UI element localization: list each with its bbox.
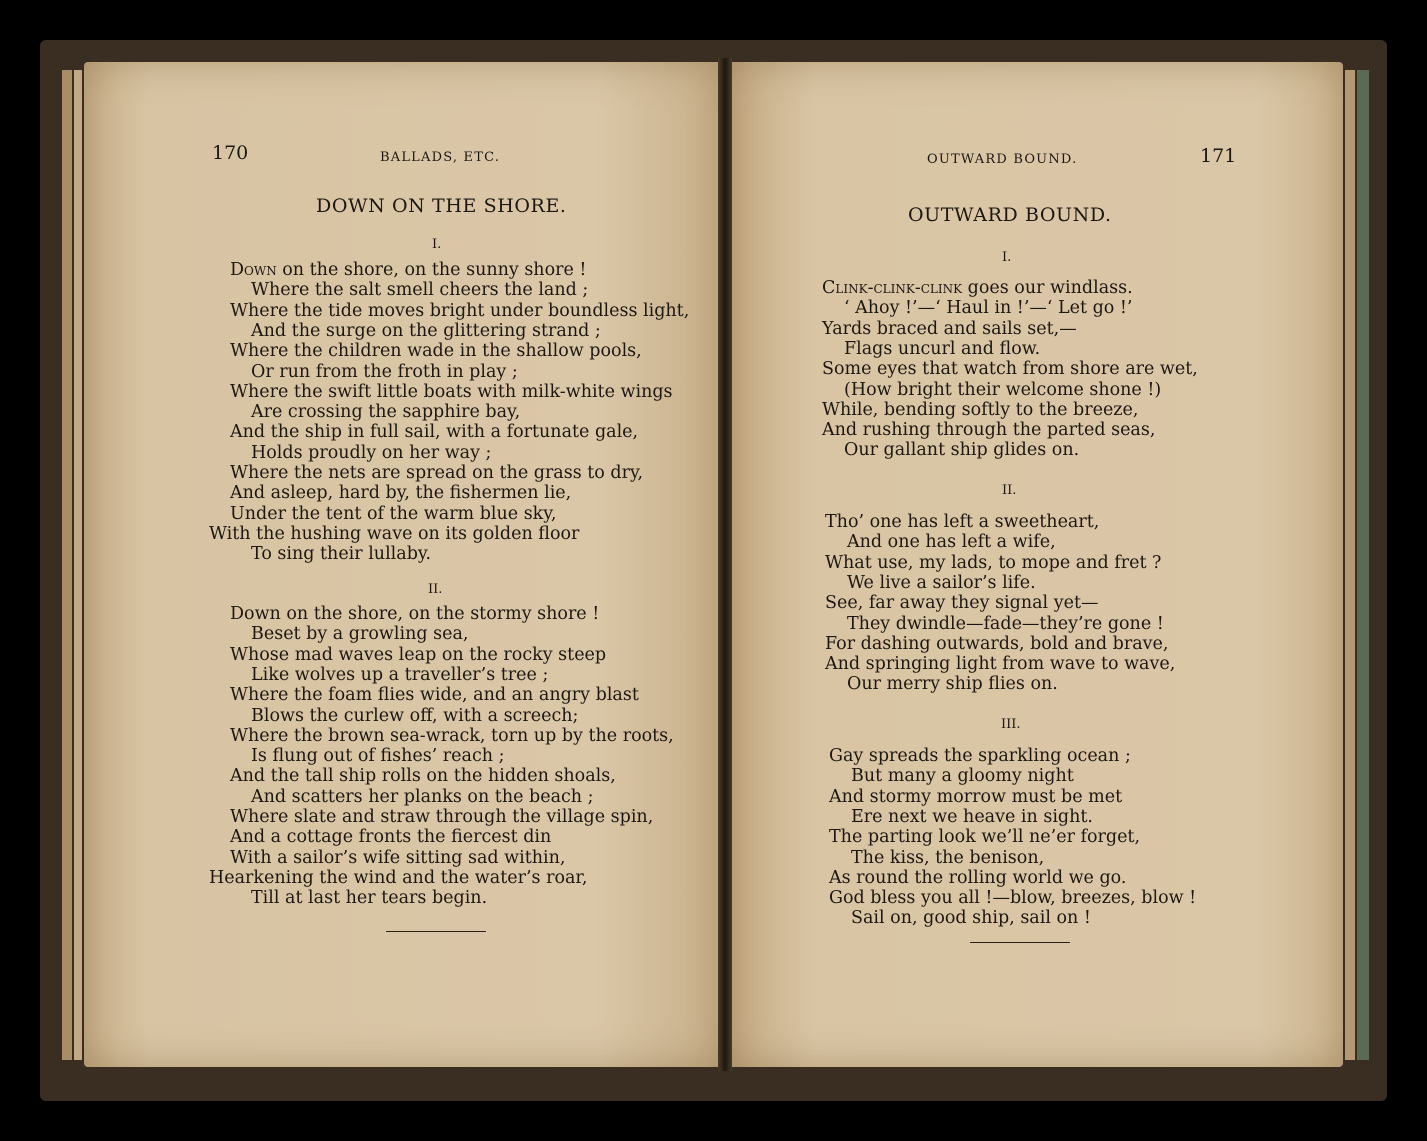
poem-title: DOWN ON THE SHORE. — [316, 195, 567, 217]
end-rule — [970, 942, 1070, 943]
left-page — [84, 62, 724, 1067]
poem-line: Our merry ship flies on. — [847, 674, 1058, 695]
cover-edge-right — [1357, 70, 1369, 1060]
poem-line: And a cottage fronts the fiercest din — [230, 827, 552, 848]
poem-line: Where the nets are spread on the grass to dry, — [230, 463, 644, 483]
poem-line: With a sailor’s wife sitting sad within, — [230, 847, 566, 868]
poem-line: Under the tent of the warm blue sky, — [230, 503, 557, 524]
poem-line: See, far away they signal yet— — [825, 593, 1099, 614]
poem-line: Where the swift little boats with milk-white wings — [230, 381, 673, 402]
poem-line: Down on the shore, on the stormy shore ! — [230, 604, 600, 624]
poem-line: Where the salt smell cheers the land ; — [251, 280, 589, 301]
section-numeral: I. — [1002, 250, 1012, 265]
section-numeral: II. — [1002, 483, 1017, 498]
poem-line: Where the children wade in the shallow pools, — [230, 341, 642, 362]
poem-line: ‘ Ahoy !’—‘ Haul in !’—‘ Let go !’ — [844, 298, 1133, 319]
page-edges-left — [62, 70, 72, 1060]
running-head: OUTWARD BOUND. — [927, 152, 1078, 167]
poem-line: And the ship in full sail, with a fortunate gale, — [230, 422, 639, 443]
section-numeral: II. — [428, 582, 443, 597]
poem-line: Ere next we heave in sight. — [851, 806, 1093, 827]
poem-line: Or run from the froth in play ; — [251, 361, 518, 382]
poem-line: And one has left a wife, — [847, 532, 1056, 553]
poem-line: Our gallant ship glides on. — [844, 440, 1080, 461]
poem-line: To sing their lullaby. — [251, 544, 432, 565]
poem-line: Where the tide moves bright under boundless light, — [230, 300, 690, 321]
poem-line: Like wolves up a traveller’s tree ; — [251, 664, 549, 685]
section-numeral: I. — [432, 237, 442, 252]
poem-line: The kiss, the benison, — [851, 847, 1045, 868]
poem-title: OUTWARD BOUND. — [908, 204, 1112, 226]
poem-line: Holds proudly on her way ; — [251, 442, 492, 463]
poem-line: And asleep, hard by, the fishermen lie, — [230, 483, 572, 504]
right-page — [728, 62, 1343, 1067]
poem-line: The parting look we’ll ne’er forget, — [829, 827, 1141, 848]
poem-line: With the hushing wave on its golden floor — [209, 523, 580, 544]
poem-line: Where slate and straw through the village spin, — [230, 807, 654, 827]
open-book — [40, 40, 1387, 1101]
poem-line: (How bright their welcome shone !) — [844, 379, 1162, 400]
poem-line: And stormy morrow must be met — [829, 786, 1123, 807]
poem-line: Where the foam flies wide, and an angry blast — [230, 685, 639, 706]
poem-line: Gay spreads the sparkling ocean ; — [829, 746, 1131, 766]
page-edges-left-inner — [74, 70, 82, 1060]
poem-line: Flags uncurl and flow. — [844, 338, 1041, 359]
poem-line: Till at last her tears begin. — [251, 888, 488, 909]
page-number: 170 — [212, 142, 249, 164]
poem-line: Whose mad waves leap on the rocky steep — [230, 644, 607, 665]
poem-line: God bless you all !—blow, breezes, blow ! — [829, 888, 1197, 909]
poem-line: Beset by a growling sea, — [251, 624, 469, 645]
poem-line: Yards braced and sails set,— — [822, 318, 1077, 339]
poem-line: Sail on, good ship, sail on ! — [851, 908, 1091, 929]
poem-line: And the surge on the glittering strand ; — [251, 320, 601, 341]
poem-line: While, bending softly to the breeze, — [822, 399, 1139, 420]
poem-line: They dwindle—fade—they’re gone ! — [847, 613, 1164, 634]
end-rule — [386, 931, 486, 932]
poem-line: Are crossing the sapphire bay, — [251, 402, 521, 423]
poem-line: Down on the shore, on the sunny shore ! — [230, 260, 587, 280]
section-numeral: III. — [1001, 717, 1021, 732]
poem-line: We live a sailor’s life. — [847, 572, 1036, 593]
poem-line: Hearkening the wind and the water’s roar, — [209, 867, 588, 888]
poem-line: As round the rolling world we go. — [829, 867, 1127, 888]
poem-line: Some eyes that watch from shore are wet, — [822, 359, 1198, 380]
poem-line: For dashing outwards, bold and brave, — [825, 633, 1169, 654]
poem-line: Is flung out of fishes’ reach ; — [251, 746, 505, 767]
poem-line: Where the brown sea-wrack, torn up by the roots, — [230, 725, 674, 746]
poem-line: And scatters her planks on the beach ; — [251, 786, 594, 807]
poem-line: Blows the curlew off, with a screech; — [251, 705, 579, 726]
poem-line: And springing light from wave to wave, — [825, 654, 1176, 675]
poem-line: And the tall ship rolls on the hidden shoals, — [230, 766, 616, 787]
poem-line: But many a gloomy night — [851, 766, 1074, 787]
page-edges-right — [1345, 70, 1355, 1060]
running-head: BALLADS, ETC. — [380, 150, 501, 165]
book-gutter — [718, 58, 732, 1071]
poem-line: Tho’ one has left a sweetheart, — [825, 512, 1100, 532]
poem-line: And rushing through the parted seas, — [822, 420, 1156, 441]
page-number: 171 — [1200, 145, 1237, 167]
poem-line: What use, my lads, to mope and fret ? — [825, 552, 1162, 573]
poem-line: Clink-clink-clink goes our windlass. — [822, 278, 1133, 298]
